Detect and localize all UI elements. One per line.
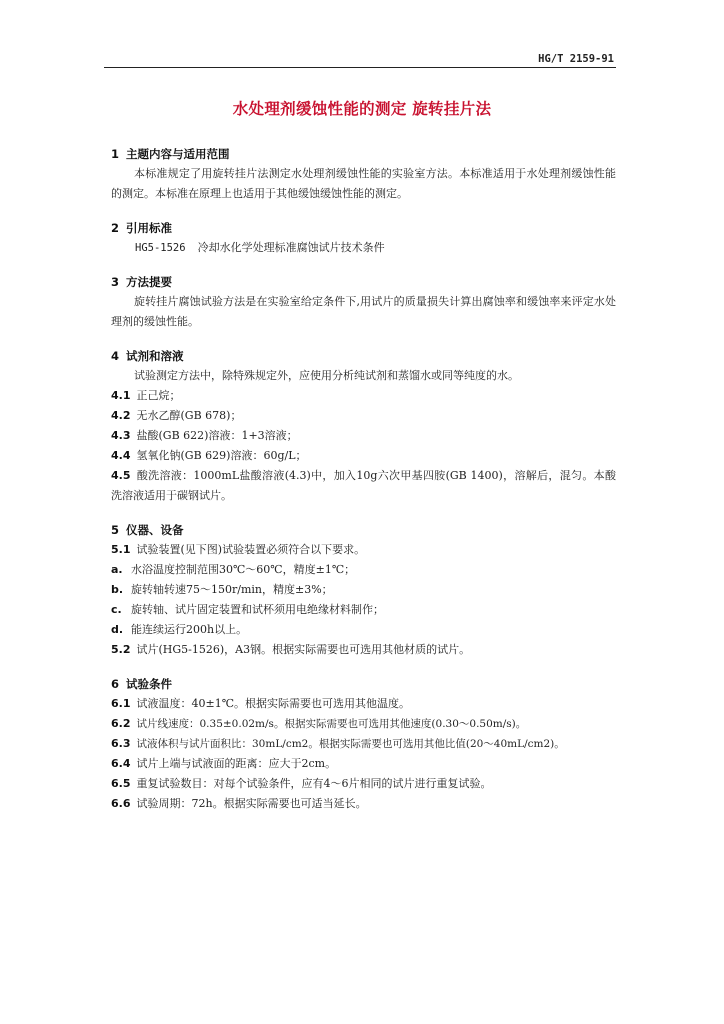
section-number: 3 xyxy=(111,275,120,289)
list-item xyxy=(111,466,616,506)
item-text: 试验装置(见下图)试验装置必须符合以下要求。 xyxy=(136,543,366,556)
section-2-heading xyxy=(111,219,616,238)
list-item xyxy=(111,754,616,774)
list-item xyxy=(111,426,616,446)
item-number: 4.1 xyxy=(111,389,131,402)
section-4-intro: 试验测定方法中，除特殊规定外，应使用分析纯试剂和蒸馏水或同等纯度的水。 xyxy=(134,369,519,382)
sub-item-label: c. xyxy=(111,603,122,616)
reference-title: 冷却水化学处理标准腐蚀试片技术条件 xyxy=(197,241,385,254)
item-text: 正己烷； xyxy=(136,389,181,402)
section-title: 仪器、设备 xyxy=(126,523,184,537)
sub-item-text: 旋转轴、试片固定装置和试杯须用电绝缘材料制作； xyxy=(131,603,384,616)
list-item xyxy=(111,694,616,714)
document-body xyxy=(111,145,616,814)
section-4-heading xyxy=(111,347,616,366)
item-text: 无水乙醇(GB 678)； xyxy=(136,409,242,422)
list-item xyxy=(111,406,616,426)
list-item xyxy=(111,794,616,814)
document-title: 水处理剂缓蚀性能的测定 旋转挂片法 xyxy=(232,100,492,118)
sub-item-label: a. xyxy=(111,563,123,576)
section-3-heading xyxy=(111,273,616,292)
item-number: 6.3 xyxy=(111,737,131,750)
section-title: 方法提要 xyxy=(126,275,173,289)
item-number: 6.1 xyxy=(111,697,131,710)
sub-item xyxy=(111,560,616,580)
section-1-heading xyxy=(111,145,616,164)
section-number: 2 xyxy=(111,221,120,235)
sub-item-text: 能连续运行200h以上。 xyxy=(131,623,248,636)
item-number: 6.6 xyxy=(111,797,131,810)
item-number: 4.2 xyxy=(111,409,131,422)
item-number: 4.4 xyxy=(111,449,131,462)
section-number: 1 xyxy=(111,147,120,161)
item-number: 5.2 xyxy=(111,643,131,656)
section-3-text: 旋转挂片腐蚀试验方法是在实验室给定条件下,用试片的质量损失计算出腐蚀率和缓蚀率来评定水处理剂的缓蚀性能。 xyxy=(111,295,616,328)
list-item xyxy=(111,540,616,560)
item-text: 酸洗溶液：1000mL盐酸溶液(4.3)中，加入10g六次甲基四胺(GB 1400)，溶解后，混匀。本酸洗溶液适用于碳钢试片。 xyxy=(111,469,616,502)
sub-item xyxy=(111,580,616,600)
section-title: 引用标准 xyxy=(126,221,173,235)
list-item xyxy=(111,734,616,754)
reference-entry xyxy=(111,238,616,258)
item-text: 试验周期：72h。根据实际需要也可适当延长。 xyxy=(136,797,367,810)
item-text: 盐酸(GB 622)溶液：1+3溶液； xyxy=(136,429,298,442)
section-title: 试剂和溶液 xyxy=(126,349,184,363)
sub-item-text: 水浴温度控制范围30℃～60℃，精度±1℃； xyxy=(131,563,356,576)
section-1-text: 本标准规定了用旋转挂片法测定水处理剂缓蚀性能的实验室方法。本标准适用于水处理剂缓蚀性能的测定。本标准在原理上也适用于其他缓蚀缓蚀性能的测定。 xyxy=(111,167,616,200)
sub-item-label: b. xyxy=(111,583,124,596)
section-6-heading xyxy=(111,675,616,694)
standard-code: HG/T 2159-91 xyxy=(538,53,614,65)
item-text: 试片上端与试液面的距离：应大于2cm。 xyxy=(136,757,337,770)
header-rule xyxy=(104,67,616,68)
item-text: 试液体积与试片面积比：30mL/cm2。根据实际需要也可选用其他比值(20～40mL/cm2)。 xyxy=(136,738,565,750)
list-item xyxy=(111,714,616,734)
sub-item-text: 旋转轴转速75～150r/min，精度±3%； xyxy=(131,583,333,596)
item-text: 试液温度：40±1℃。根据实际需要也可选用其他温度。 xyxy=(136,697,411,710)
list-item xyxy=(111,386,616,406)
sub-item xyxy=(111,600,616,620)
item-number: 4.5 xyxy=(111,469,131,482)
section-5-heading xyxy=(111,521,616,540)
sub-item-label: d. xyxy=(111,623,124,636)
list-item xyxy=(111,640,616,660)
item-text: 试片线速度：0.35±0.02m/s。根据实际需要也可选用其他速度(0.30～0.50m/s)。 xyxy=(136,718,527,730)
item-number: 5.1 xyxy=(111,543,131,556)
item-number: 4.3 xyxy=(111,429,131,442)
sub-item xyxy=(111,620,616,640)
item-number: 6.2 xyxy=(111,717,131,730)
section-number: 6 xyxy=(111,677,120,691)
item-text: 试片(HG5-1526)，A3钢。根据实际需要也可选用其他材质的试片。 xyxy=(136,643,471,656)
section-number: 4 xyxy=(111,349,120,363)
section-title: 主题内容与适用范围 xyxy=(126,147,230,161)
reference-code: HG5-1526 xyxy=(135,242,186,254)
list-item xyxy=(111,774,616,794)
item-number: 6.5 xyxy=(111,777,131,790)
section-title: 试验条件 xyxy=(126,677,173,691)
item-text: 氢氧化钠(GB 629)溶液：60g/L； xyxy=(136,449,307,462)
list-item xyxy=(111,446,616,466)
section-number: 5 xyxy=(111,523,120,537)
item-number: 6.4 xyxy=(111,757,131,770)
item-text: 重复试验数目：对每个试验条件，应有4～6片相同的试片进行重复试验。 xyxy=(136,777,492,790)
